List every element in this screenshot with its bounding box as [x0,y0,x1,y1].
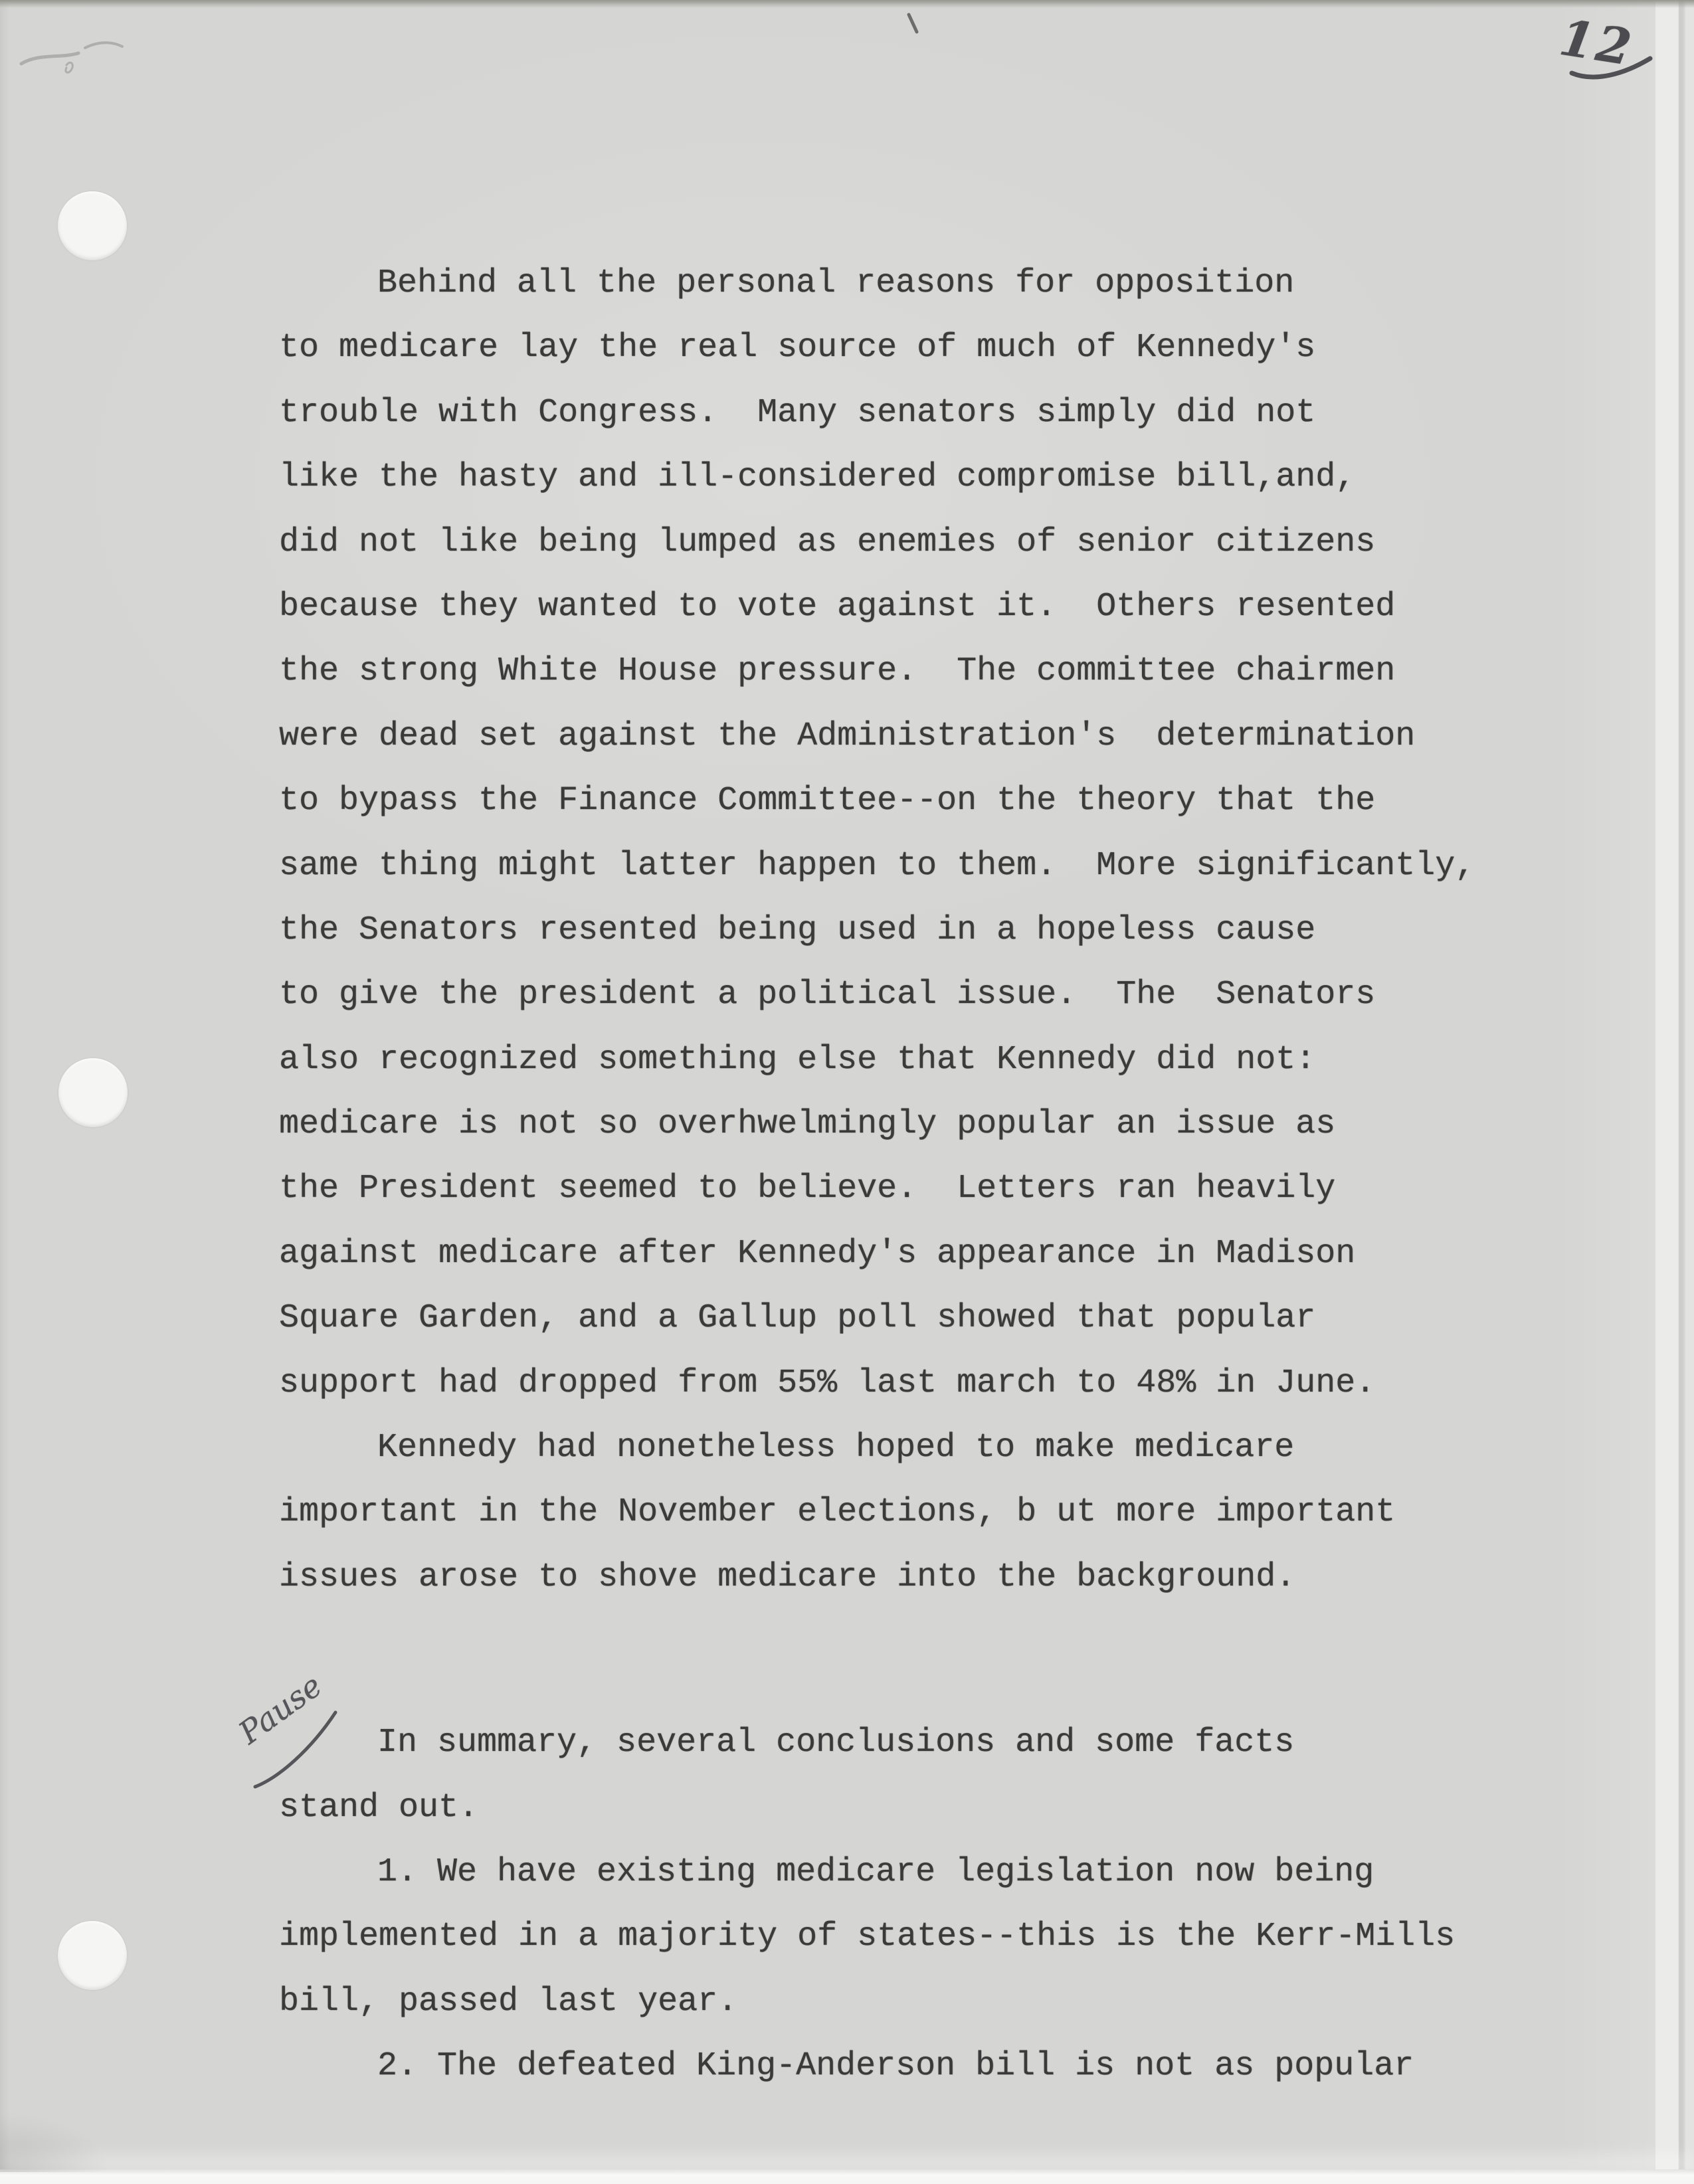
text-line: because they wanted to vote against it. Others resented [279,587,1396,626]
text-line: to give the president a political issue. The Senators [279,976,1376,1014]
text-line: the strong White House pressure. The committee chairmen [279,652,1396,691]
text-line: bill, passed last year. [279,1982,738,2021]
text-line: important in the November elections, b ut more important [279,1493,1396,1532]
scanner-right-edge [1655,0,1694,2184]
text-line: same thing might latter happen to them. More significantly, [279,846,1475,885]
text-line: In summary, several conclusions and some facts [377,1724,1295,1762]
hole-punch-bottom [58,1921,127,1990]
text-line: trouble with Congress. Many senators simply did not [279,393,1316,432]
handwritten-pause-note: Pause [232,1667,329,1752]
hole-punch-middle [58,1058,128,1127]
text-line: the President seemed to believe. Letters ran heavily [279,1170,1336,1208]
hole-punch-top [58,191,127,260]
paragraph-gap [279,1609,1581,1710]
text-line: issues arose to shove medicare into the background. [279,1558,1296,1596]
typewritten-text-block [279,251,1581,2099]
text-line: were dead set against the Administration's determination [279,717,1416,755]
scanner-top-edge [0,0,1694,8]
text-line: 2. The defeated King-Anderson bill is not as popular [377,2047,1414,2086]
text-line: to bypass the Finance Committee--on the theory that the [279,782,1376,820]
text-line: support had dropped from 55% last march to 48% in June. [279,1364,1376,1402]
text-line: Square Garden, and a Gallup poll showed that popular [279,1299,1316,1338]
handwritten-page-number: 12 [1555,9,1638,78]
text-line: like the hasty and ill-considered compromise bill,and, [279,458,1356,497]
text-line: medicare is not so overhwelmingly popular an issue as [279,1105,1336,1144]
text-line: did not like being lumped as enemies of senior citizens [279,523,1376,561]
text-line: against medicare after Kennedy's appearance in Madison [279,1234,1356,1273]
text-line: Behind all the personal reasons for opposition [377,264,1295,302]
text-line: implemented in a majority of states--this is the Kerr-Mills [279,1918,1456,1956]
bottom-left-corner-shadow [0,2059,173,2172]
text-line: stand out. [279,1788,479,1827]
text-line: the Senators resented being used in a hopeless cause [279,911,1316,949]
text-line: Kennedy had nonetheless hoped to make medicare [377,1429,1295,1467]
text-line: also recognized something else that Kennedy did not: [279,1040,1316,1079]
text-line: to medicare lay the real source of much of Kennedy's [279,329,1316,367]
text-line: 1. We have existing medicare legislation now being [377,1853,1374,1891]
scanner-bottom-edge [0,2169,1694,2184]
